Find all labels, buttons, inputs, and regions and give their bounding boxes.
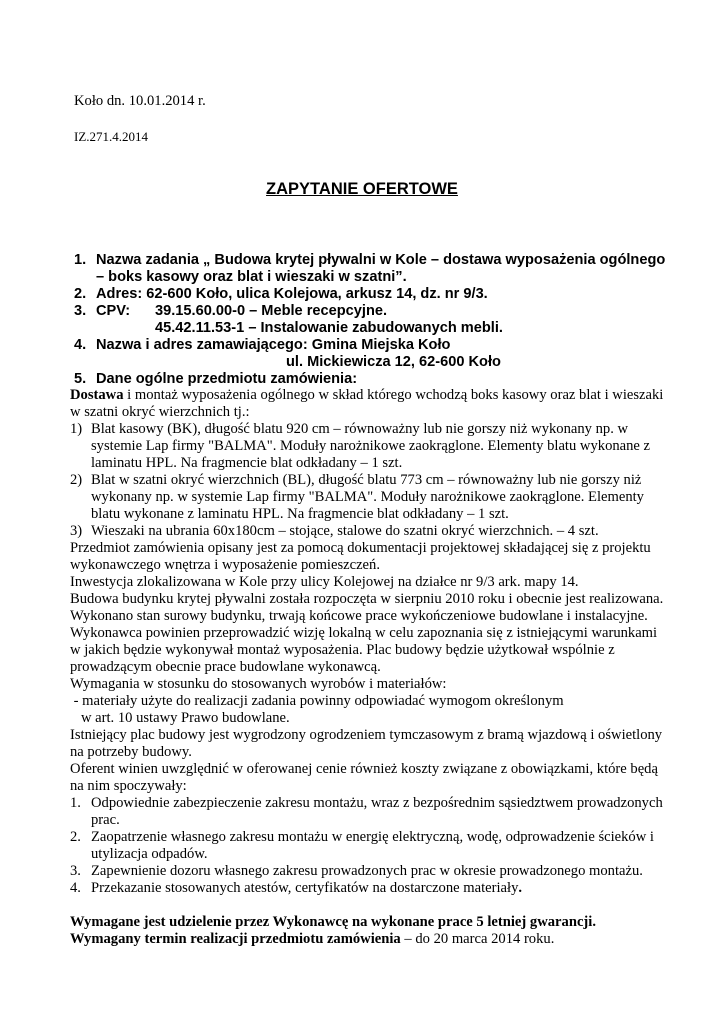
deadline-rest: – do 20 marca 2014 roku. [400,931,555,947]
paragraph-line: Inwestycja zlokalizowana w Kole przy ulicy Kolejowej na działce nr 9/3 ark. mapy 14. [70,574,579,590]
intro-rest: i montaż wyposażenia ogólnego w skład którego wchodzą boks kasowy oraz blat i wieszaki [123,387,664,403]
item-3-cpv-1: 39.15.60.00-0 – Meble recepcyjne. [155,303,388,319]
paragraph-line: wykonawczego wnętrza i wyposażenie pomieszczeń. [70,557,380,573]
obligation-number: 3. [70,863,81,879]
obligation-line: Zaopatrzenie własnego zakresu montażu w energię elektryczną, wodę, odprowadzenie ścieków i [91,829,654,845]
intro-bold: Dostawa [70,387,124,403]
obligation-number: 2. [70,829,81,845]
item-1-line-1: Nazwa zadania „ Budowa krytej pływalni w Kole – dostawa wyposażenia ogólnego [96,252,666,268]
list-item-line: blatu wykonane z laminatu HPL. Na fragmencie blat odkładany – 1 szt. [91,506,509,522]
paragraph-line: Istniejący plac budowy jest wygrodzony ogrodzeniem tymczasowym z bramą wjazdową i oświetlony [70,727,663,743]
list-item-line: Blat kasowy (BK), długość blatu 920 cm – równoważny lub nie gorszy niż wykonany np. w [91,421,629,437]
paragraph-line: na potrzeby budowy. [70,744,192,760]
list-item-number: 1) [70,421,83,437]
paragraph-line: Wymagania w stosunku do stosowanych wyrobów i materiałów: [70,676,447,692]
paragraph-line: Przedmiot zamówienia opisany jest za pomocą dokumentacji projektowej składającej się z projektu [70,540,651,556]
paragraph-line: w art. 10 ustawy Prawo budowlane. [70,710,290,726]
item-4-text: Nazwa i adres zamawiającego: Gmina Miejska Koło [96,337,451,353]
obligation-line [91,880,522,897]
paragraph-line: prowadzącym obecnie prace budowlane wykonawcą. [70,659,381,675]
item-3-cpv-2: 45.42.11.53-1 – Instalowanie zabudowanych mebli. [155,320,503,336]
item-3-number: 3. [74,303,87,319]
paragraph-line: Wykonano stan surowy budynku, trwają końcowe prace wykończeniowe budowlane i instalacyjne. [70,608,648,624]
list-item-line: laminatu HPL. Na fragmencie blat odkładany – 1 szt. [91,455,403,471]
deadline-line [70,931,554,948]
list-item-number: 3) [70,523,83,539]
item-2-number: 2. [74,286,87,302]
obligation-line: prac. [91,812,120,828]
list-item-line: Blat w szatni okryć wierzchnich (BL), długość blatu 773 cm – równoważny lub nie gorszy niż [91,472,642,488]
list-item-line: Wieszaki na ubrania 60x180cm – stojące, stalowe do szatni okryć wierzchnich. – 4 szt. [91,523,599,539]
place-date: Koło dn. 10.01.2014 r. [74,93,206,109]
intro-line-1 [70,387,663,404]
list-item-line: wykonany np. w systemie Lap firmy "BALMA". Moduły narożnikowe zaokrąglone. Elementy [91,489,644,505]
item-4-address: ul. Mickiewicza 12, 62-600 Koło [286,354,501,370]
obligation-number: 4. [70,880,81,896]
paragraph-line: Oferent winien uwzględnić w oferowanej cenie również koszty związane z obowiązkami, które będą [70,761,658,777]
item-3-label: CPV: [96,303,131,319]
paragraph-line: w jakich będzie wykonywał montaż wyposażenia. Plac budowy będzie użytkował wspólnie z [70,642,615,658]
paragraph-line: Budowa budynku krytej pływalni została rozpoczęta w sierpniu 2010 roku i obecnie jest realizowana. [70,591,664,607]
paragraph-line: Wykonawca powinien przeprowadzić wizję lokalną w celu zapoznania się z istniejącymi warunkami [70,625,658,641]
list-item-number: 2) [70,472,83,488]
obligation-number: 1. [70,795,81,811]
reference-number: IZ.271.4.2014 [74,129,149,144]
paragraph-line: na nim spoczywały: [70,778,187,794]
item-5-text: Dane ogólne przedmiotu zamówienia: [96,371,358,387]
page-title: ZAPYTANIE OFERTOWE [266,180,458,198]
obligation-line: utylizacja odpadów. [91,846,208,862]
list-item-line: systemie Lap firmy "BALMA". Moduły narożnikowe zaokrąglone. Elementy blatu wykonane z [91,438,651,454]
item-2-text: Adres: 62-600 Koło, ulica Kolejowa, arkusz 14, dz. nr 9/3. [96,286,488,302]
obligation-text: Przekazanie stosowanych atestów, certyfikatów na dostarczone materiały [91,880,519,896]
deadline-bold: Wymagany termin realizacji przedmiotu zamówienia [70,931,401,947]
item-1-line-2: – boks kasowy oraz blat i wieszaki w szatni”. [96,269,407,285]
obligation-line: Zapewnienie dozoru własnego zakresu prowadzonych prac w okresie prowadzonego montażu. [91,863,643,879]
item-5-number: 5. [74,371,87,387]
item-4-number: 4. [74,337,87,353]
item-1-number: 1. [74,252,87,268]
paragraph-line: - materiały użyte do realizacji zadania powinny odpowiadać wymogom określonym [70,693,564,709]
obligation-line: Odpowiednie zabezpieczenie zakresu montażu, wraz z bezpośrednim sąsiedztwem prowadzonych [91,795,663,811]
warranty-line: Wymagane jest udzielenie przez Wykonawcę na wykonane prace 5 letniej gwarancji. [70,914,596,930]
obligation-period: . [518,880,523,896]
intro-line-2: w szatni okryć wierzchnich tj.: [70,404,250,420]
